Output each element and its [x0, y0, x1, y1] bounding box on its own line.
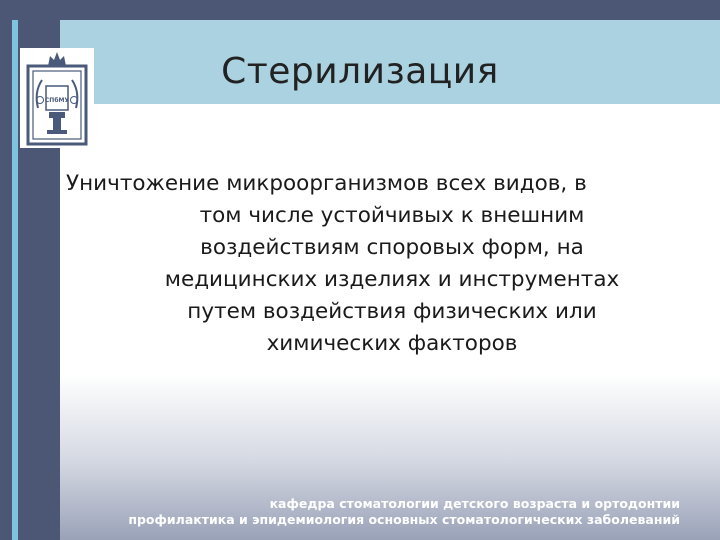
left-band	[0, 0, 12, 540]
logo-monogram: СПбМУ	[44, 97, 70, 104]
definition-text	[66, 168, 706, 360]
definition-line: путем воздействия физических или	[187, 299, 597, 324]
university-emblem-icon	[20, 48, 94, 148]
definition-line: том числе устойчивых к внешним	[199, 203, 585, 228]
top-strip	[0, 0, 720, 20]
definition-line: медицинских изделиях и инструментах	[164, 267, 620, 292]
definition-line: химических факторов	[266, 331, 518, 356]
definition-line: воздействиям споровых форм, на	[200, 235, 584, 260]
slide-title: Стерилизация	[221, 51, 499, 92]
footer	[70, 496, 680, 528]
definition-line: Уничтожение микроорганизмов всех видов, в	[66, 171, 587, 196]
footer-subtitle: профилактика и эпидемиология основных стоматологических заболеваний	[128, 512, 680, 527]
logo	[20, 48, 94, 148]
footer-department: кафедра стоматологии детского возраста и ортодонтии	[269, 496, 680, 511]
